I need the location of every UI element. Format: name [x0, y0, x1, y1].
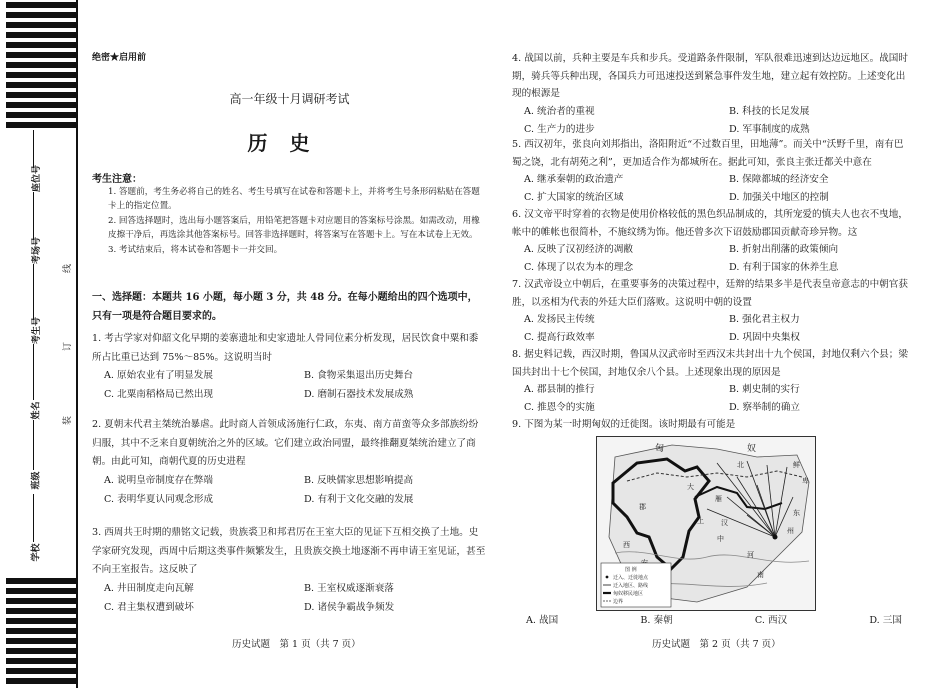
question-stem: 4. 战国以前，兵种主要是车兵和步兵。受道路条件限制，军队很难迅速到达边远地区。战国时期，骑兵等兵种出现，各国兵力可迅速投送到紧急事件发生地，建立起有效控防。上述变化出现的根源是	[512, 53, 908, 100]
map-label: 西	[623, 541, 630, 549]
stripe-bar	[6, 618, 76, 624]
question-8	[512, 346, 912, 417]
notice-item: 3. 考试结束后，将本试卷和答题卡一并交回。	[108, 244, 283, 255]
question-stem: 6. 汉文帝平时穿着的衣物是使用价格较低的黑色织品制成的，其所宠爱的慎夫人也衣不曳地，帐中的帷帐也很简朴，不施纹绣为饰。他还曾多次下诏鼓励郡国贡献奇珍异物。这	[512, 209, 908, 238]
option-d[interactable]: D. 磨制石器技术发展成熟	[304, 389, 414, 401]
question-1	[92, 330, 487, 405]
option-c[interactable]: C. 体现了以农为本的理念	[524, 262, 634, 274]
option-c[interactable]: C. 扩大国家的统治区域	[524, 192, 624, 204]
notice-item: 1. 答题前，考生务必将自己的姓名、考生号填写在试卷和答题卡上，并将考生号条形码粘贴在答题卡上的指定位置。	[108, 187, 480, 211]
option-a[interactable]: A. 发扬民主传统	[524, 314, 595, 326]
question-stem: 8. 据史料记载，西汉时期，鲁国从汉武帝时至西汉末共封出十九个侯国，封地仅剩六个县；梁国共封出十七个侯国，封地仅余八个县。上述现象出现的原因是	[512, 349, 908, 378]
map-graphic	[597, 437, 815, 610]
fill-line	[33, 420, 34, 470]
exam-room-label: 考场号	[32, 236, 43, 265]
stripe-bar	[6, 12, 76, 18]
question-3	[92, 524, 487, 618]
option-a[interactable]: A. 反映了汉初经济的凋敝	[524, 244, 633, 256]
page-2-footer: 历史试题 第 2 页（共 7 页）	[652, 639, 781, 650]
legend-item: 匈奴移民地区	[613, 591, 644, 597]
map-label: 大	[687, 483, 694, 491]
stripe-bar	[6, 92, 76, 98]
stripe-bar	[6, 22, 76, 28]
stripe-bar	[6, 578, 76, 584]
option-b[interactable]: B. 反映儒家思想影响提高	[304, 475, 414, 487]
fill-line	[33, 494, 34, 542]
binding-mark-bind: 装	[63, 415, 74, 426]
option-d[interactable]: D. 巩固中央集权	[729, 332, 801, 344]
option-a[interactable]: A. 统治者的重视	[524, 106, 595, 118]
binding-line	[76, 0, 78, 688]
option-a[interactable]: A. 继承秦朝的政治遗产	[524, 174, 624, 186]
map-label: 鲜	[793, 461, 800, 469]
stripe-bar	[6, 112, 76, 118]
option-b[interactable]: B. 强化君主权力	[729, 314, 800, 326]
option-c[interactable]: C. 提高行政效率	[524, 332, 595, 344]
question-stem: 2. 夏朝末代君主桀统治暴虐。此时商人首领成汤施行仁政，东夷、南方苗蛮等众多部族纷纷归服，其中不乏来自夏朝统治之外的区域。它们建立政治同盟，最终推翻夏桀统治建立了商朝。由此可知，商朝代夏的历史进程	[92, 419, 479, 468]
legend-title: 图 例	[625, 567, 637, 573]
class-label: 班级	[31, 471, 42, 490]
option-b[interactable]: B. 秦朝	[640, 615, 673, 626]
option-d[interactable]: D. 加强关中地区的控制	[729, 192, 829, 204]
stripe-bar	[6, 42, 76, 48]
stripe-bar	[6, 588, 76, 594]
option-c[interactable]: C. 君主集权遭到破坏	[104, 601, 194, 613]
candidate-number-label: 考生号	[32, 316, 43, 345]
map-label: 州	[787, 527, 794, 535]
legend-item: 边界	[613, 599, 624, 605]
section-title: 一、选择题：本题共 16 小题，每小题 3 分，共 48 分。在每小题给出的四个选项中，只有一项是符合题目要求的。	[92, 292, 478, 322]
stripe-bar	[6, 82, 76, 88]
notice-item: 2. 回答选择题时，选出每小题答案后，用铅笔把答题卡对应题目的答案标号涂黑。如需改动，用橡皮擦干净后，再选涂其他答案标号。回答非选择题时，将答案写在答题卡上。写在本试卷上无效。	[108, 215, 480, 240]
option-b[interactable]: B. 刺史制的实行	[729, 384, 800, 396]
stripe-bar	[6, 638, 76, 644]
fill-line	[33, 130, 34, 168]
option-d[interactable]: D. 诸侯争霸战争频发	[304, 601, 395, 613]
option-a[interactable]: A. 郡县制的推行	[524, 384, 595, 396]
question-4	[512, 50, 912, 139]
seat-number-label: 座位号	[32, 164, 43, 193]
option-d[interactable]: D. 有利于国家的休养生息	[729, 262, 839, 274]
stripe-bar	[6, 62, 76, 68]
question-5	[512, 136, 912, 207]
option-d[interactable]: D. 三国	[869, 615, 902, 626]
question-9	[512, 416, 912, 434]
legend-item: 迁入、迁徙地点	[613, 575, 649, 581]
secret-mark: 绝密★启用前	[92, 53, 147, 63]
page-1-footer: 历史试题 第 1 页（共 7 页）	[232, 639, 361, 650]
map-label: 北	[737, 461, 744, 469]
option-b[interactable]: B. 食物采集退出历史舞台	[304, 370, 414, 382]
option-c[interactable]: C. 生产力的进步	[524, 123, 595, 135]
exam-title: 高一年级十月调研考试	[229, 92, 350, 106]
stripe-bar	[6, 32, 76, 38]
binding-mark-line: 线	[63, 263, 74, 274]
school-label: 学校	[31, 543, 42, 562]
map-label: 雁	[715, 495, 722, 503]
option-a[interactable]: A. 战国	[526, 615, 559, 626]
question-9-options	[512, 614, 912, 629]
option-d[interactable]: D. 察举制的确立	[729, 402, 801, 414]
map-label: 上	[697, 517, 704, 525]
question-7	[512, 276, 912, 347]
stripe-bar	[6, 2, 76, 8]
stripe-bar	[6, 628, 76, 634]
fill-line	[33, 264, 34, 320]
stripe-bar	[6, 608, 76, 614]
map-label: 南	[757, 571, 764, 579]
question-stem: 5. 西汉初年，张良向刘邦指出，洛阳附近“不过数百里，田地薄”。而关中“沃野千里，南有巴蜀之饶，北有胡苑之利”，更加适合作为都城所在。据此可知，张良主张迁都关中意在	[512, 139, 904, 168]
map-label: 郡	[639, 503, 646, 511]
binding-strip	[0, 0, 78, 688]
stripe-bar	[6, 122, 76, 128]
map-label: 卑	[802, 477, 809, 485]
name-label: 姓名	[31, 401, 42, 420]
option-a[interactable]: A. 说明皇帝制度存在弊端	[104, 475, 213, 487]
question-stem: 1. 考古学家对仰韶文化早期的姜寨遗址和史家遗址人骨同位素分析发现，居民饮食中粟和黍所占比重已达到 75%～85%。这说明当时	[92, 333, 479, 363]
map-label: 河	[747, 551, 754, 559]
option-b[interactable]: B. 王室权威逐渐衰落	[304, 583, 394, 595]
fill-line	[33, 192, 34, 240]
legend-item: 迁入地区、路线	[613, 583, 649, 589]
option-a[interactable]: A. 井田制度走向瓦解	[104, 583, 194, 595]
option-b[interactable]: B. 科技的长足发展	[729, 106, 810, 118]
map-label: 东	[793, 509, 800, 517]
map-label: 奴	[747, 444, 757, 454]
question-stem: 9. 下图为某一时期匈奴的迁徙图。该时期最有可能是	[512, 419, 736, 430]
option-b[interactable]: B. 保障都城的经济安全	[729, 174, 829, 186]
subject-title: 历史	[247, 131, 332, 155]
map-label: 中	[717, 535, 724, 543]
option-d[interactable]: D. 军事制度的成熟	[729, 123, 810, 135]
option-c[interactable]: C. 表明华夏认同观念形成	[104, 493, 214, 505]
fill-line	[33, 344, 34, 400]
option-c[interactable]: C. 北粟南稻格局已然出现	[104, 389, 214, 401]
option-c[interactable]: C. 西汉	[754, 615, 788, 626]
stripe-bar	[6, 648, 76, 654]
binding-mark-order: 订	[63, 341, 74, 352]
option-d[interactable]: D. 有利于文化交融的发展	[304, 493, 414, 505]
stripe-bar	[6, 678, 76, 684]
option-a[interactable]: A. 原始农业有了明显发展	[104, 370, 213, 382]
option-b[interactable]: B. 折射出削藩的政策倾向	[729, 244, 839, 256]
notice-list	[108, 186, 480, 259]
stripe-bar	[6, 102, 76, 108]
notice-heading: 考生注意：	[92, 174, 142, 185]
question-stem: 7. 汉武帝设立中朝后，在重要事务的决策过程中，廷辩的结果多半是代表皇帝意志的中朝官获胜，以丞相为代表的外廷大臣们落败。这说明中朝的设置	[512, 279, 908, 308]
stripe-bar	[6, 658, 76, 664]
question-stem: 3. 西周共王时期的鼎铭文记载，贵族裘卫和邦君厉在王室大臣的见证下互相交换了土地。史学家研究发现，西周中后期这类事件频繁发生，且贵族交换土地逐渐不再申请王室见证，甚至不向王室报告。这反映了	[92, 527, 486, 576]
stripe-bar	[6, 668, 76, 674]
stripe-bar	[6, 598, 76, 604]
stripe-bar	[6, 72, 76, 78]
question-2	[92, 416, 487, 510]
map-label: 匈	[655, 444, 665, 454]
stripe-bar	[6, 52, 76, 58]
map-label: 汉	[721, 519, 728, 527]
xiongnu-migration-map	[596, 436, 816, 611]
question-6	[512, 206, 912, 277]
option-c[interactable]: C. 推恩令的实施	[524, 402, 595, 414]
